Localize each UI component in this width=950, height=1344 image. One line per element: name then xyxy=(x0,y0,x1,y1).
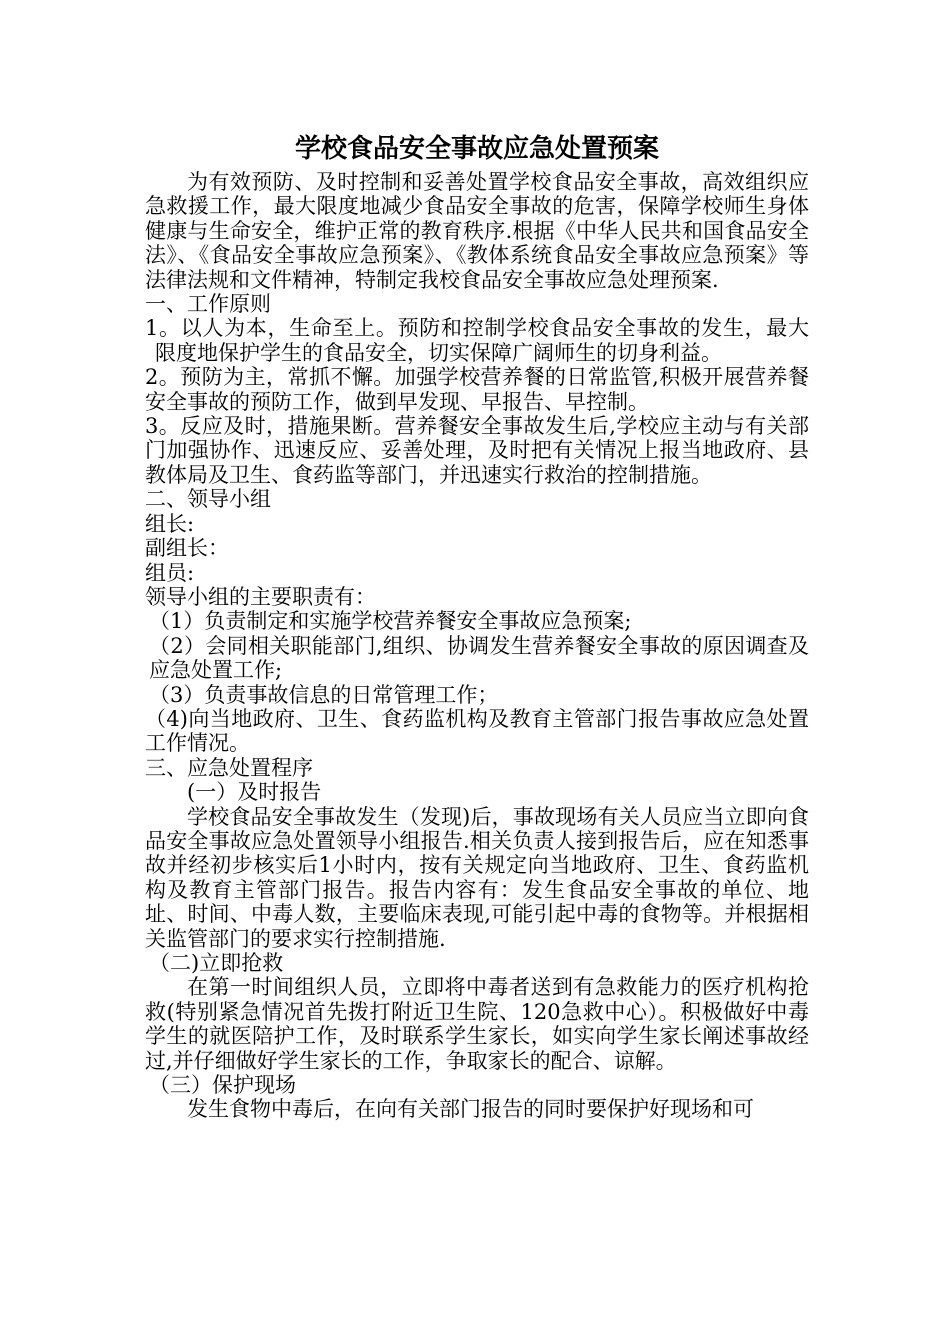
section2-heading: 二、领导小组 xyxy=(145,487,271,512)
duties-heading: 领导小组的主要职责有： xyxy=(145,584,376,609)
duty-item: （3）负责事故信息的日常管理工作； xyxy=(149,682,499,707)
subsection-heading: （三）保护现场 xyxy=(149,1073,296,1098)
section3-heading: 三、应急处置程序 xyxy=(145,755,313,780)
duty-item: （1）负责制定和实施学校营养餐安全事故应急预案; xyxy=(149,609,632,634)
duty-item: （2）会同相关职能部门,组织、协调发生营养餐安全事故的原因调查及应急处置工作; xyxy=(149,633,809,683)
subsection-text: 在第一时间组织人员，立即将中毒者送到有急救能力的医疗机构抢救(特别紧急情况首先拨打附近卫生院、120急救中心）。积极做好中毒学生的就医陪护工作，及时联系学生家长，如实向学生家长阐述事故经过,并仔细做好学生家长的工作，争取家长的配合、谅解。 xyxy=(145,975,809,1073)
subsection-text: 发生食物中毒后，在向有关部门报告的同时要保护好现场和可 xyxy=(187,1097,754,1122)
subsection-heading: （二)立即抢救 xyxy=(149,951,284,975)
principle-item: 2。预防为主，常抓不懈。加强学校营养餐的日常监管,积极开展营养餐安全事故的预防工作，做到早发现、早报告、早控制。 xyxy=(145,365,809,414)
members-line: 组员: xyxy=(145,560,195,585)
intro-paragraph: 为有效预防、及时控制和妥善处置学校食品安全事故，高效组织应急救援工作，最大限度地减少食品安全事故的危害，保障学校师生身体健康与生命安全，维护正常的教育秩序.根据《中华人民共和国食品安全法》、《食品安全事故应急预案》、《教体系统食品安全事故应急预案》等法律法规和文件精神，特制定我校食品安全事故应急处理预案. xyxy=(145,170,809,292)
duty-item: （4)向当地政府、卫生、食药监机构及教育主管部门报告事故应急处置工作情况。 xyxy=(145,706,809,756)
subsection-heading: (一）及时报告 xyxy=(187,780,322,805)
subsection-text: 学校食品安全事故发生（发现)后，事故现场有关人员应当立即向食品安全事故应急处置领导小组报告.相关负责人接到报告后，应在知悉事故并经初步核实后1小时内，按有关规定向当地政府、卫生、食药监机构及教育主管部门报告。报告内容有：发生食品安全事故的单位、地址、时间、中毒人数，主要临床表现,可能引起中毒的食物等。并根据相关监管部门的要求实行控制措施. xyxy=(145,804,809,951)
document-page xyxy=(145,132,809,1122)
principle-item: 3。反应及时，措施果断。营养餐安全事故发生后,学校应主动与有关部门加强协作、迅速反应、妥善处理，及时把有关情况上报当地政府、县教体局及卫生、食药监等部门，并迅速实行救治的控制措施。 xyxy=(145,414,809,487)
document-title: 学校食品安全事故应急处置预案 xyxy=(294,134,659,164)
section1-heading: 一、工作原则 xyxy=(145,292,271,317)
leader-line: 组长: xyxy=(145,511,195,536)
deputy-line: 副组长： xyxy=(145,536,229,561)
principle-item: 1。以人为本，生命至上。预防和控制学校食品安全事故的发生，最大限度地保护学生的食品安全，切实保障广阔师生的切身利益。 xyxy=(145,316,809,365)
